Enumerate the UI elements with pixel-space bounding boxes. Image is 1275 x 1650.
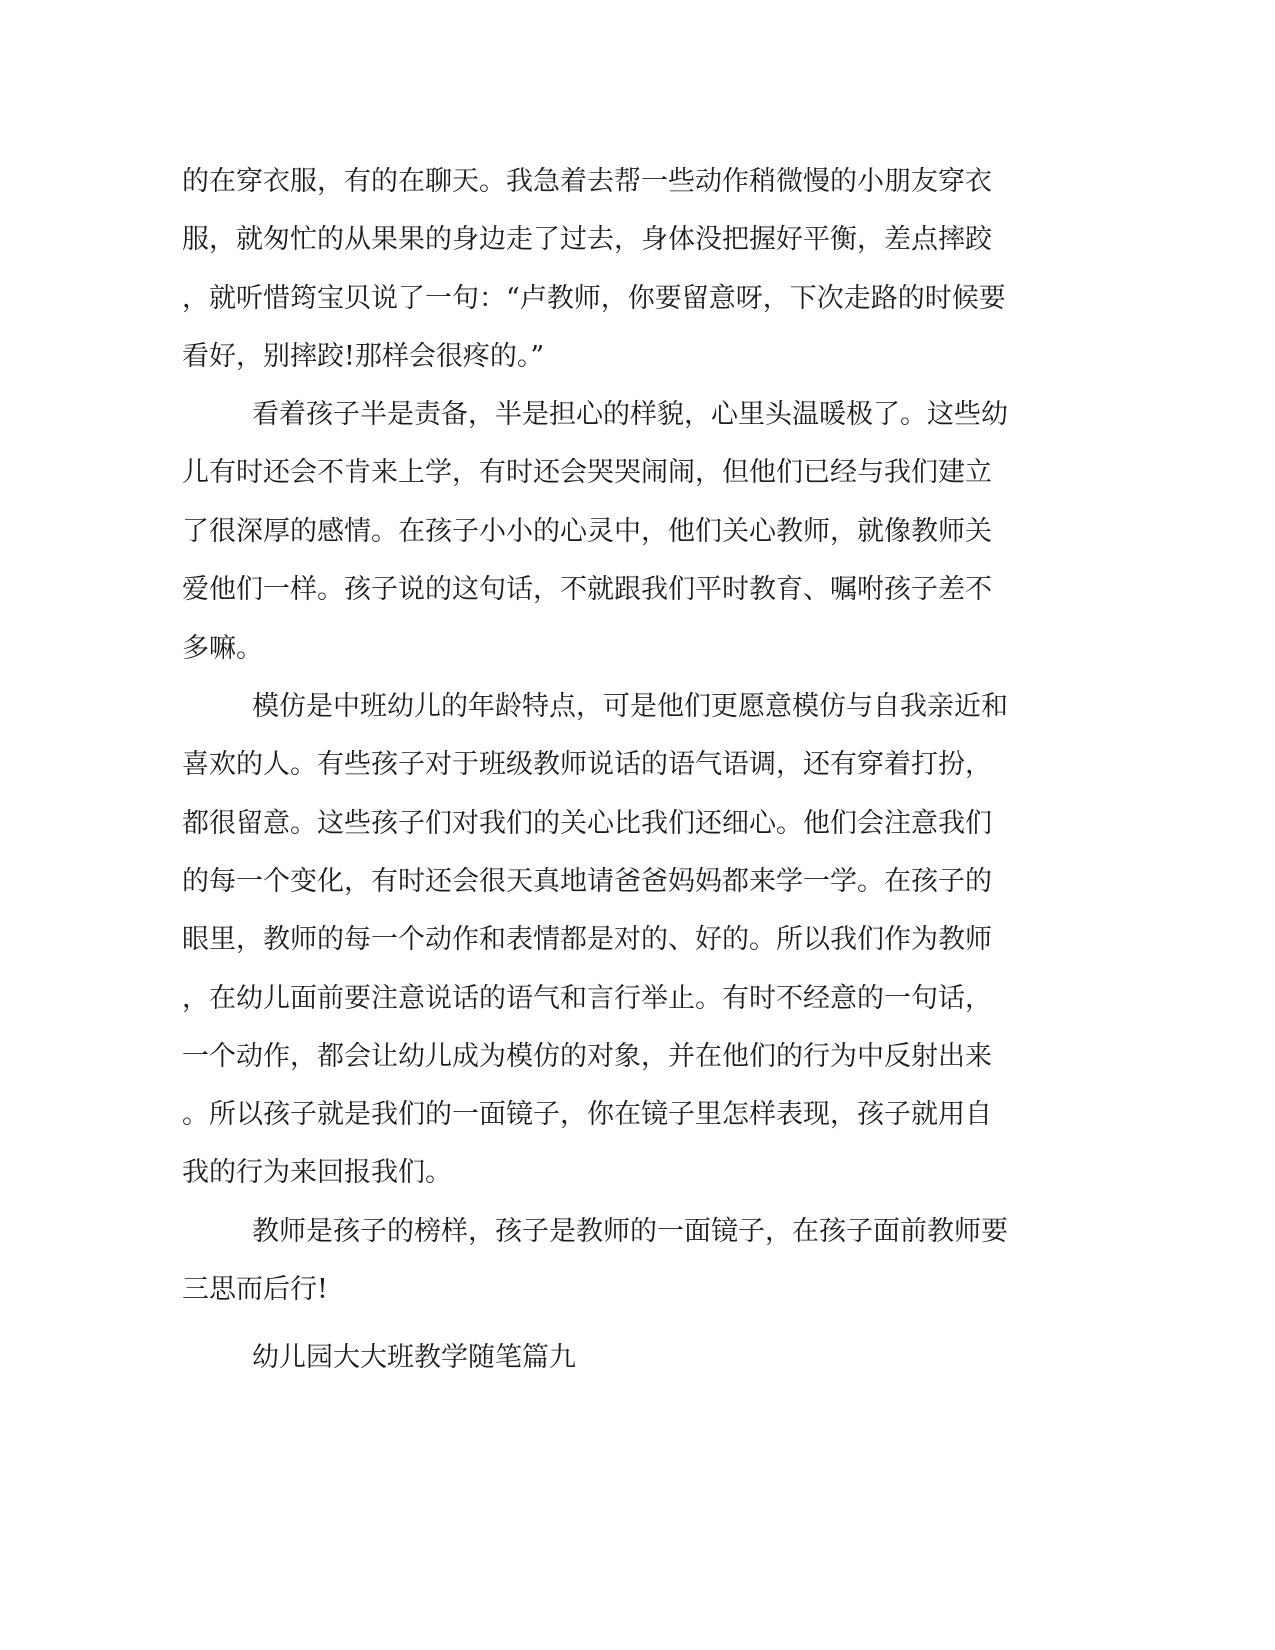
- text-line: ，在幼儿面前要注意说话的语气和言行举止。有时不经意的一句话，: [182, 983, 992, 1014]
- text-line: 眼里，教师的每一个动作和表情都是对的、好的。所以我们作为教师: [182, 924, 992, 955]
- text-line: 一个动作，都会让幼儿成为模仿的对象，并在他们的行为中反射出来: [182, 1041, 992, 1072]
- text-line: 儿有时还会不肯来上学，有时还会哭哭闹闹，但他们已经与我们建立: [182, 457, 992, 488]
- text-line: 。所以孩子就是我们的一面镜子，你在镜子里怎样表现，孩子就用自: [182, 1099, 992, 1130]
- text-line: 了很深厚的感情。在孩子小小的心灵中，他们关心教师，就像教师关: [182, 516, 992, 547]
- text-line: 爱他们一样。孩子说的这句话，不就跟我们平时教育、嘱咐孩子差不: [182, 574, 992, 605]
- text-line: 都很留意。这些孩子们对我们的关心比我们还细心。他们会注意我们: [182, 808, 992, 839]
- text-line: 看好，别摔跤!那样会很疼的。”: [182, 341, 545, 372]
- text-line: 喜欢的人。有些孩子对于班级教师说话的语气语调，还有穿着打扮，: [182, 749, 992, 780]
- text-line: 的在穿衣服，有的在聊天。我急着去帮一些动作稍微慢的小朋友穿衣: [182, 166, 992, 197]
- text-line: 我的行为来回报我们。: [182, 1157, 452, 1188]
- text-line: 三思而后行!: [182, 1274, 328, 1305]
- paragraph-first-line: 教师是孩子的榜样，孩子是教师的一面镜子，在孩子面前教师要: [252, 1216, 1008, 1247]
- paragraph-first-line: 看着孩子半是责备，半是担心的样貌，心里头温暖极了。这些幼: [252, 399, 1008, 430]
- text-line: ，就听惜筠宝贝说了一句：“卢教师，你要留意呀，下次走路的时候要: [182, 283, 1006, 314]
- paragraph-first-line: 模仿是中班幼儿的年龄特点，可是他们更愿意模仿与自我亲近和: [252, 691, 1008, 722]
- text-line: 服，就匆忙的从果果的身边走了过去，身体没把握好平衡，差点摔跤: [182, 224, 992, 255]
- text-line: 的每一个变化，有时还会很天真地请爸爸妈妈都来学一学。在孩子的: [182, 866, 992, 897]
- text-line: 多嘛。: [182, 633, 263, 664]
- section-heading: 幼儿园大大班教学随笔篇九: [252, 1342, 576, 1373]
